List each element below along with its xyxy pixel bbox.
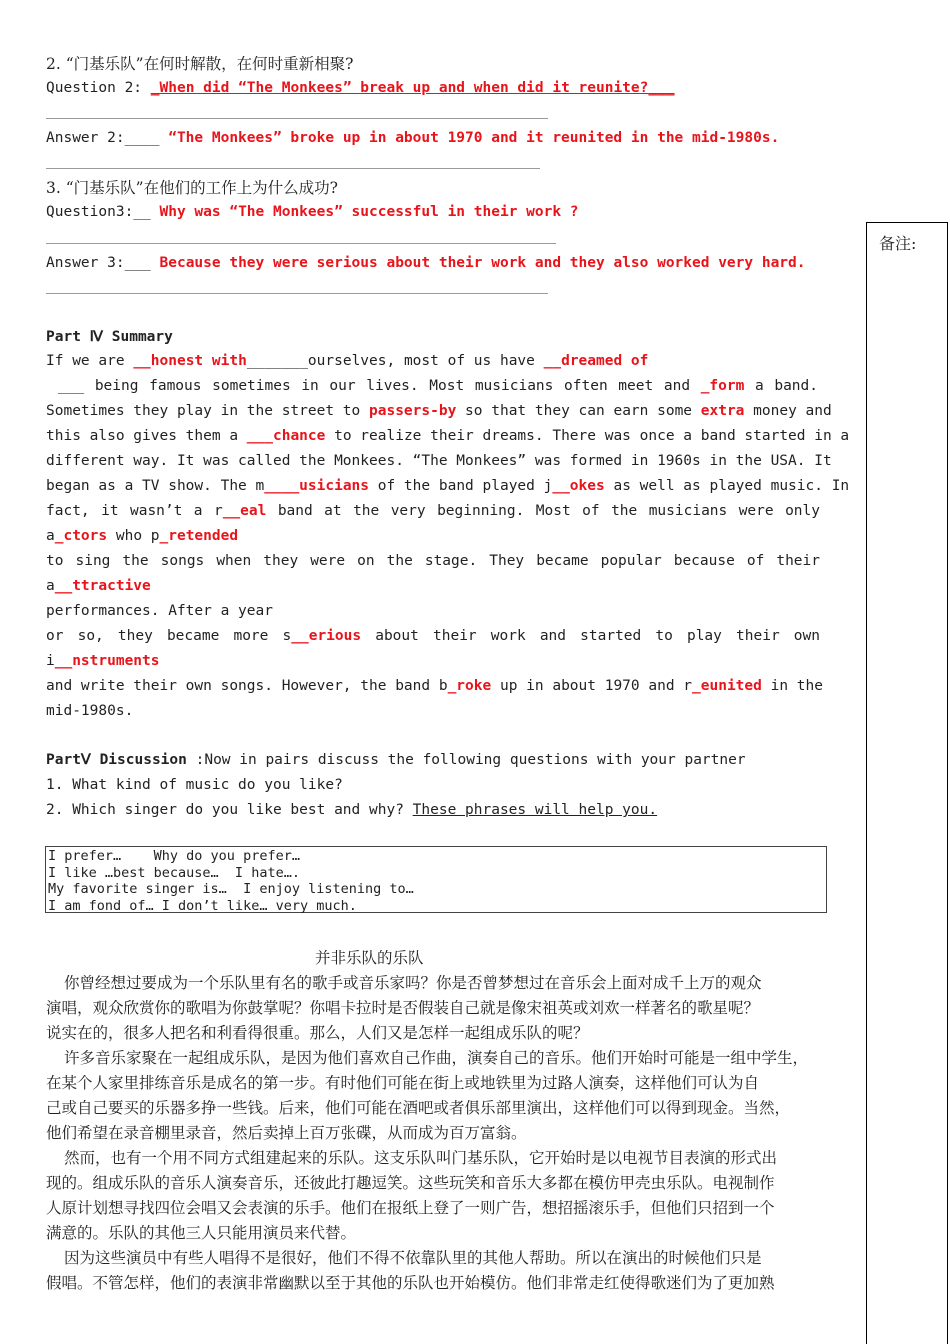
discussion-question-1: 1. What kind of music do you like? — [46, 777, 343, 793]
q2-question-label: Question 2: — [46, 80, 151, 96]
phrase-line: My favorite singer is… I enjoy listening to… — [48, 881, 414, 897]
q3-answer-label: Answer 3:___ — [46, 255, 160, 271]
phrase-line: I am fond of… I don’t like… very much. — [48, 897, 357, 914]
summary-line-10: a__ttractive — [46, 578, 151, 594]
margin-notes-box — [866, 222, 948, 1344]
translation-paragraph-3: 然而，也有一个用不同方式组建起来的乐队。这支乐队叫门基乐队，它开始时是以电视节目表演的形式出 现的。组成乐队的音乐人演奏音乐，还彼此打趣逗笑。这些玩笑和音乐大多都在模仿甲壳虫乐队。电视制作 人原计划想寻找四位会唱又会表演的乐手。他们在报纸上登了一则广告，想招摇滚乐手，但他们只招到一个 满意的。乐队的其他三人只能用演员来代替。 — [46, 1149, 778, 1242]
phrase-line: I like …best because… I hate…. — [48, 864, 300, 881]
divider — [46, 168, 540, 169]
margin-notes-label: 备注: — [879, 234, 917, 253]
translation-paragraph-2: 许多音乐家聚在一起组成乐队，是因为他们喜欢自己作曲，演奏自己的音乐。他们开始时可能是一组中学生， 在某个人家里排练音乐是成名的第一步。有时他们可能在街上或地铁里为过路人演奏，这样他们可认为自 己或自己要买的乐器多挣一些钱。后来，他们可能在酒吧或者俱乐部里演出，这样他们可以得到现金。当然， 他们希望在录音棚里录音，然后卖掉上百万张碟，从而成为百万富翁。 — [46, 1049, 809, 1142]
q2-chinese: 2. “门基乐队”在何时解散，在何时重新相聚? — [46, 55, 354, 73]
q3-question-label: Question3:__ — [46, 204, 160, 220]
divider — [46, 118, 548, 119]
q2-question-text: _When did “The Monkees” break up and when did it reunite?___ — [150, 80, 675, 96]
summary-heading: Part Ⅳ Summary — [46, 329, 173, 345]
summary-line-1: If we are __honest with_______ourselves, most of us have __dreamed of — [46, 353, 649, 369]
summary-line-13: i__nstruments — [46, 653, 160, 669]
translation-paragraph-4: 因为这些演员中有些人唱得不是很好，他们不得不依靠队里的其他人帮助。所以在演出的时候他们只是 假唱。不管怎样，他们的表演非常幽默以至于其他的乐队也开始模仿。他们非常走红使得歌迷们为了更加熟 — [46, 1249, 775, 1292]
translation-title: 并非乐队的乐队 — [315, 949, 424, 967]
q2-question-line — [46, 78, 675, 98]
summary-line-4: this also gives them a ___chance to realize their dreams. There was once a band started in a — [46, 428, 850, 444]
q3-question-line — [46, 202, 579, 222]
summary-line-14: and write their own songs. However, the band b_roke up in about 1970 and r_eunited in the — [46, 678, 823, 694]
divider — [46, 243, 556, 244]
phrases-hint: These phrases will help you. — [412, 802, 658, 818]
discussion-question-2: 2. Which singer do you like best and why? These phrases will help you. — [46, 802, 658, 818]
summary-line-2: ___ being famous sometimes in our lives. Most musicians often meet and _form a band. — [58, 378, 818, 394]
phrases-box — [45, 846, 827, 913]
summary-line-11: performances. After a year — [46, 603, 273, 619]
translation-paragraph-1: 你曾经想过要成为一个乐队里有名的歌手或音乐家吗？你是否曾梦想过在音乐会上面对成千上万的观众 演唱，观众欣赏你的歌唱为你鼓掌呢？你唱卡拉时是否假装自己就是像宋祖英或刘欢一样著名的歌星呢？ 说实在的，很多人把名和利看得很重。那么，人们又是怎样一起组成乐队的呢？ — [46, 974, 762, 1042]
summary-line-8: a_ctors who p_retended — [46, 528, 239, 544]
q3-question-text: Why was “The Monkees” successful in their work ? — [159, 204, 579, 220]
q2-answer-label: Answer 2:____ — [46, 130, 169, 146]
discussion-heading-line — [46, 750, 746, 770]
summary-line-12: or so, they became more s__erious about their work and started to play their own — [46, 628, 820, 644]
summary-line-9: to sing the songs when they were on the stage. They became popular because of their — [46, 553, 820, 569]
q3-answer-line — [46, 253, 806, 273]
divider — [46, 293, 548, 294]
summary-line-3: Sometimes they play in the street to passers-by so that they can earn some extra money and — [46, 403, 832, 419]
phrase-line: I prefer… Why do you prefer… — [48, 848, 300, 864]
summary-line-6: began as a TV show. The m____usicians of the band played j__okes as well as played music. In — [46, 478, 850, 494]
q3-answer-text: Because they were serious about their work and they also worked very hard. — [159, 255, 806, 271]
q2-answer-line — [46, 128, 779, 148]
discussion-instructions: :Now in pairs discuss the following questions with your partner — [186, 752, 746, 768]
summary-line-15: mid-1980s. — [46, 703, 134, 719]
q2-answer-text: “The Monkees” broke up in about 1970 and it reunited in the mid-1980s. — [168, 130, 780, 146]
q3-chinese: 3. “门基乐队”在他们的工作上为什么成功? — [46, 179, 338, 197]
summary-line-7: fact, it wasn’t a r__eal band at the very beginning. Most of the musicians were only — [46, 503, 820, 519]
summary-line-5: different way. It was called the Monkees. “The Monkees” was formed in 1960s in the USA. It — [46, 453, 832, 469]
discussion-heading: PartⅤ Discussion — [46, 752, 187, 768]
